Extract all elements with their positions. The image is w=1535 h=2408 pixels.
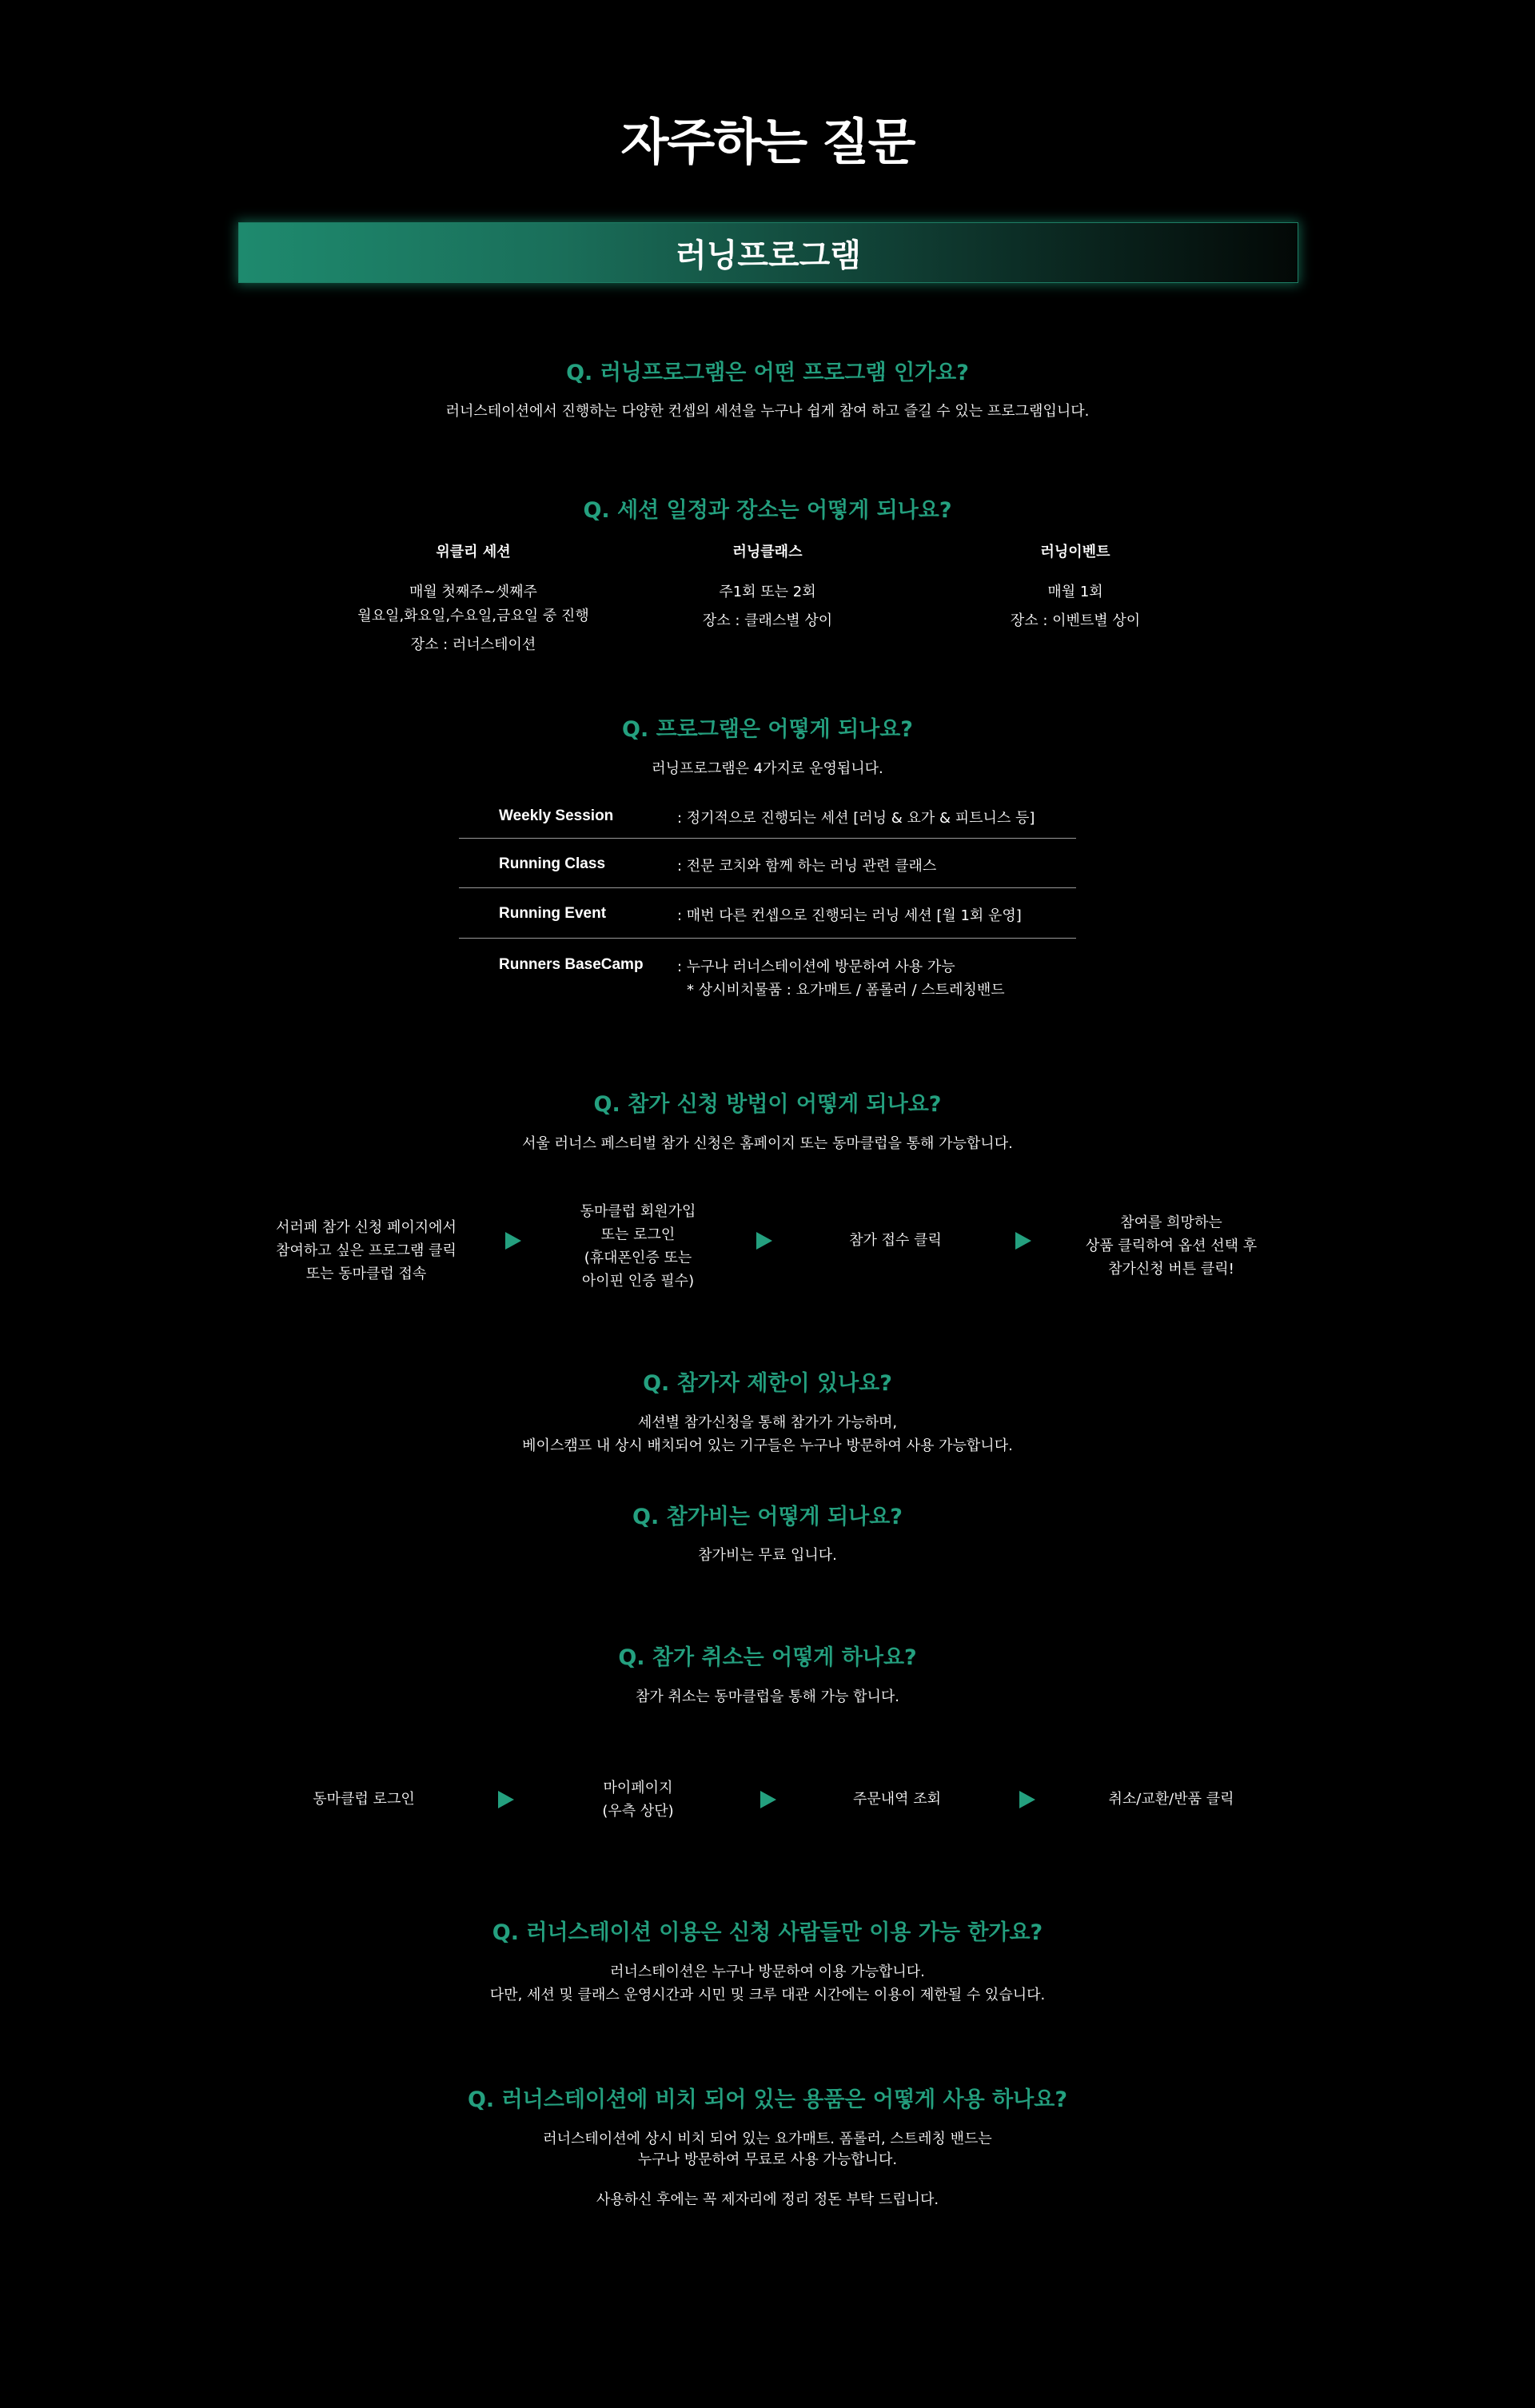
signup-step-1 [254, 1216, 478, 1286]
faq-answer: 참가 취소는 동마클럽을 통해 가능 합니다. [636, 1688, 899, 1705]
faq-answer: 러닝프로그램은 4가지로 운영됩니다. [652, 760, 883, 777]
step-text: 참여하고 싶은 프로그램 클릭 [276, 1242, 457, 1259]
faq-question: Q. 참가비는 어떻게 되나요? [632, 1505, 903, 1529]
schedule-column-weekly [305, 540, 641, 657]
signup-step-4 [1039, 1211, 1303, 1281]
step-text: 아이핀 인증 필수) [581, 1273, 695, 1290]
program-name: Weekly Session [499, 807, 614, 824]
cancel-step-2 [534, 1776, 742, 1823]
schedule-text: 주1회 또는 2회 [719, 584, 816, 600]
triangle-right-icon [1015, 1232, 1031, 1250]
signup-step-2 [526, 1200, 750, 1293]
step-text: 참가신청 버튼 클릭! [1108, 1261, 1234, 1278]
step-text: 동마클럽 로그인 [313, 1791, 415, 1808]
step-text: (휴대폰인증 또는 [584, 1250, 692, 1266]
triangle-right-icon [505, 1232, 521, 1250]
triangle-right-icon [498, 1791, 514, 1808]
schedule-text: 매월 1회 [1047, 584, 1103, 600]
faq-answer: 다만, 세션 및 클래스 운영시간과 시민 및 크루 대관 시간에는 이용이 제한될 수 있습니다. [489, 1987, 1046, 2003]
step-text: 참여를 희망하는 [1120, 1214, 1222, 1231]
schedule-text: 매월 첫째주~셋째주 [409, 584, 537, 600]
triangle-right-icon [1019, 1791, 1035, 1808]
banner-title: 러닝프로그램 [676, 237, 861, 274]
step-text: 서러페 참가 신청 페이지에서 [276, 1219, 457, 1236]
schedule-location: 장소 : 러너스테이션 [410, 636, 536, 653]
table-divider [459, 838, 1076, 839]
faq-answer: 참가비는 무료 입니다. [698, 1547, 837, 1564]
faq-answer: 러너스테이션은 누구나 방문하여 이용 가능합니다. [610, 1963, 925, 1980]
step-text: 취소/교환/반품 클릭 [1108, 1791, 1234, 1808]
faq-question: Q. 러닝프로그램은 어떤 프로그램 인가요? [566, 361, 969, 385]
faq-question: Q. 참가 취소는 어떻게 하나요? [618, 1645, 917, 1670]
schedule-column-class [600, 540, 935, 633]
faq-question: Q. 참가자 제한이 있나요? [643, 1371, 892, 1396]
program-desc-note: * 상시비치물품 : 요가매트 / 폼롤러 / 스트레칭밴드 [687, 982, 1005, 999]
schedule-column-event [907, 540, 1243, 633]
step-text: 마이페이지 [603, 1780, 673, 1796]
cancel-step-1 [260, 1788, 468, 1811]
faq-answer: 서울 러너스 페스티벌 참가 신청은 홈페이지 또는 동마클럽을 통해 가능합니다. [522, 1135, 1013, 1152]
step-text: 동마클럽 회원가입 [580, 1203, 696, 1220]
faq-question: Q. 참가 신청 방법이 어떻게 되나요? [593, 1092, 942, 1117]
faq-question: Q. 세션 일정과 장소는 어떻게 되나요? [583, 498, 952, 523]
program-desc: : 전문 코치와 함께 하는 러닝 관련 클래스 [677, 858, 937, 875]
program-desc: : 누구나 러너스테이션에 방문하여 사용 가능 [677, 959, 955, 975]
step-text: (우측 상단) [602, 1803, 674, 1820]
step-text: 상품 클릭하여 옵션 선택 후 [1085, 1238, 1258, 1254]
schedule-heading: 러닝클래스 [732, 544, 803, 560]
triangle-right-icon [760, 1791, 776, 1808]
section-banner [238, 222, 1298, 283]
cancel-step-3 [793, 1788, 1001, 1811]
faq-answer: 베이스캠프 내 상시 배치되어 있는 기구들은 누구나 방문하여 사용 가능합니다. [522, 1437, 1013, 1454]
program-name: Running Class [499, 855, 606, 872]
program-name: Runners BaseCamp [499, 956, 644, 973]
step-text: 또는 로그인 [600, 1226, 676, 1243]
schedule-location: 장소 : 이벤트별 상이 [1010, 612, 1141, 629]
table-divider [459, 887, 1076, 888]
faq-answer: 러너스테이션에 상시 비치 되어 있는 요가매트. 폼롤러, 스트레칭 밴드는 [543, 2131, 992, 2147]
faq-answer: 세션별 참가신청을 통해 참가가 가능하며, [637, 1414, 898, 1431]
faq-question: Q. 프로그램은 어떻게 되나요? [622, 717, 913, 742]
page-title: 자주하는 질문 [620, 113, 915, 171]
faq-question: Q. 러너스테이션 이용은 신청 사람들만 이용 가능 한가요? [492, 1920, 1043, 1945]
faq-answer: 러너스테이션에서 진행하는 다양한 컨셉의 세션을 누구나 쉽게 참여 하고 즐길 수 있는 프로그램입니다. [445, 403, 1090, 420]
step-text: 참가 접수 클릭 [849, 1232, 942, 1249]
schedule-heading: 러닝이벤트 [1040, 544, 1110, 560]
faq-answer: 누구나 방문하여 무료로 사용 가능합니다. [637, 2151, 898, 2168]
schedule-location: 장소 : 클래스별 상이 [702, 612, 833, 629]
program-desc: : 정기적으로 진행되는 세션 [러닝 & 요가 & 피트니스 등] [677, 810, 1035, 827]
program-table [459, 799, 1076, 1015]
cancel-step-4 [1067, 1788, 1275, 1811]
program-desc: : 매번 다른 컨셉으로 진행되는 러닝 세션 [월 1회 운영] [677, 907, 1022, 924]
faq-question: Q. 러너스테이션에 비치 되어 있는 용품은 어떻게 사용 하나요? [467, 2087, 1068, 2112]
step-text: 주문내역 조회 [852, 1791, 942, 1808]
triangle-right-icon [756, 1232, 772, 1250]
table-divider [459, 938, 1076, 939]
signup-step-3 [783, 1229, 1007, 1252]
program-name: Running Event [499, 905, 607, 922]
faq-answer: 사용하신 후에는 꼭 제자리에 정리 정돈 부탁 드립니다. [596, 2191, 939, 2208]
schedule-text: 월요일,화요일,수요일,금요일 중 진행 [357, 608, 589, 624]
schedule-heading: 위클리 세션 [436, 544, 511, 560]
step-text: 또는 동마클럽 접속 [305, 1266, 427, 1282]
